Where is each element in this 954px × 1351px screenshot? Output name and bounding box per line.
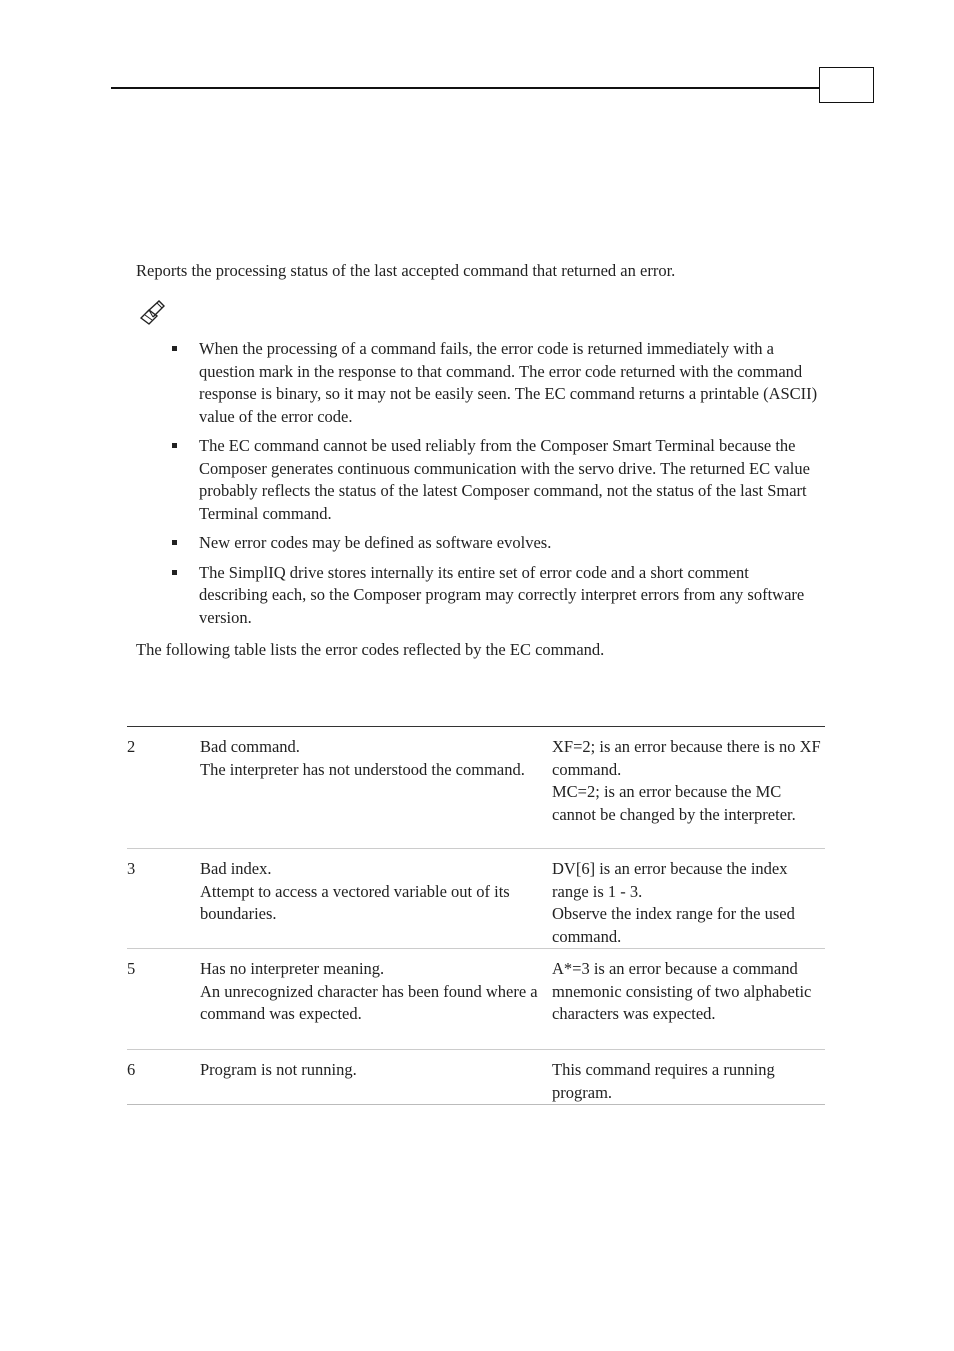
table-row	[127, 849, 825, 949]
error-text: An unrecognized character has been found where a command was expected.	[200, 981, 538, 1023]
error-description	[200, 736, 540, 781]
command-description: Reports the processing status of the last accepted command that returned an error.	[136, 261, 676, 280]
error-example	[552, 958, 824, 1026]
error-text: The interpreter has not understood the command.	[200, 759, 525, 779]
table-row	[127, 727, 825, 849]
example-line: This command requires a running program.	[552, 1060, 775, 1102]
note-pencil-icon	[137, 298, 167, 328]
error-example	[552, 736, 824, 826]
error-title: Has no interpreter meaning.	[200, 959, 385, 978]
error-description	[200, 1059, 540, 1082]
notes-list	[170, 338, 820, 636]
error-code: 2	[127, 737, 136, 756]
error-title: Bad command.	[200, 737, 300, 756]
note-item: When the processing of a command fails, the error code is returned immediately with a question mark in the response to that command. The error code returned with the command response is binary, so it may not be easily seen. The EC command returns a printable (ASCII) value of the error code.	[170, 338, 820, 428]
example-line: MC=2; is an error because the MC cannot be changed by the interpreter.	[552, 782, 796, 824]
example-line: XF=2; is an error because there is no XF command.	[552, 737, 821, 779]
note-item: The EC command cannot be used reliably from the Composer Smart Terminal because the Composer generates continuous communication with the servo drive. The returned EC value probably reflects the status of the latest Composer command, not the status of the last Smart Terminal command.	[170, 435, 820, 525]
note-item: The SimplIQ drive stores internally its entire set of error code and a short comment describing each, so the Composer program may correctly interpret errors from any software version.	[170, 562, 820, 630]
example-line: A*=3 is an error because a command mnemonic consisting of two alphabetic characters was expected.	[552, 959, 812, 1023]
error-description	[200, 858, 540, 926]
error-code: 6	[127, 1060, 136, 1079]
error-code: 3	[127, 859, 136, 878]
error-text: Attempt to access a vectored variable out of its boundaries.	[200, 881, 510, 923]
table-row	[127, 949, 825, 1050]
header-rule	[111, 87, 820, 89]
table-intro: The following table lists the error codes reflected by the EC command.	[136, 640, 605, 659]
error-title: Bad index.	[200, 859, 272, 878]
note-item: New error codes may be defined as software evolves.	[170, 532, 820, 555]
error-code: 5	[127, 959, 136, 978]
error-description	[200, 958, 540, 1026]
example-line: Observe the index range for the used command.	[552, 904, 795, 946]
error-title: Program is not running.	[200, 1060, 357, 1079]
error-example	[552, 1059, 824, 1104]
table-row	[127, 1050, 825, 1105]
example-line: DV[6] is an error because the index range is 1 - 3.	[552, 859, 788, 901]
error-code-table	[127, 726, 825, 1105]
page-number-box	[819, 67, 874, 103]
error-example	[552, 858, 824, 948]
